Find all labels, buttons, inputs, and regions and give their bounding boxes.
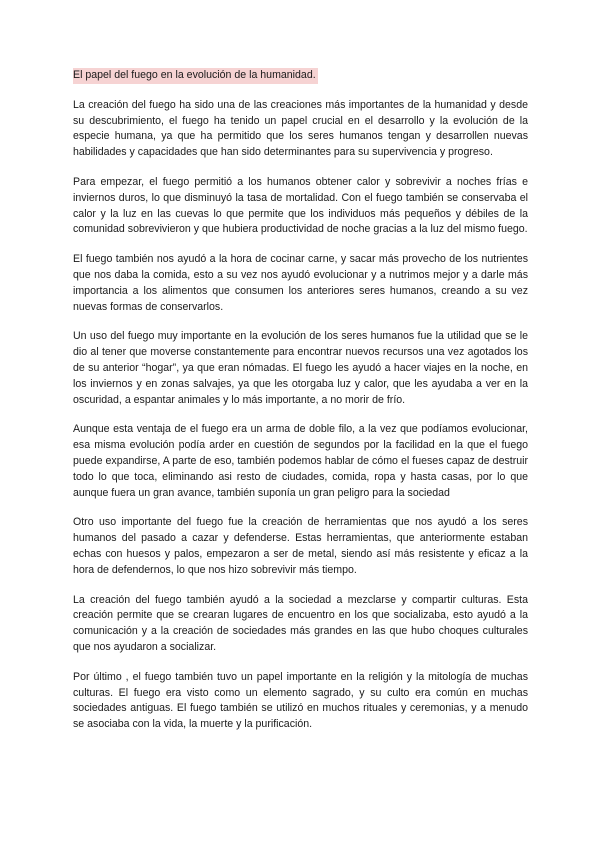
paragraph-4: Un uso del fuego muy importante en la evolución de los seres humanos fue la utilidad que se le dio al tener que moverse constantemente para encontrar nuevos recursos una vez agotados los de su anterior “hogar”, ya que eran nómadas. El fuego les ayudó a hacer viajes en la noche, en los inviernos y en zonas salvajes, ya que les otorgaba luz y calor, que les ayudaba a ver en la oscuridad, a espantar animales y lo más importante, a no morir de frío. <box>73 330 528 406</box>
paragraph-7: La creación del fuego también ayudó a la sociedad a mezclarse y compartir culturas. Esta creación permite que se crearan lugares de encuentro en los que socializaba, esto ayudó a la comunicación y a la creación de sociedades más grandes en las que hubo choques culturales que nos ayudaron a socializar. <box>73 593 528 653</box>
document-title: El papel del fuego en la evolución de la humanidad. <box>73 68 318 84</box>
paragraph-6: Otro uso importante del fuego fue la creación de herramientas que nos ayudó a los seres humanos del pasado a cazar y defenderse. Estas herramientas, que anteriormente estaban echas con huesos y palos, empezaron a ser de metal, siendo así más resistente y eficaz a la hora de defendernos, lo que nos hizo sobrevivir más tiempo. <box>73 516 528 576</box>
document-page <box>73 68 528 747</box>
paragraph-8: Por último , el fuego también tuvo un papel importante en la religión y la mitología de muchas culturas. El fuego era visto como un elemento sagrado, y su culto era común en muchas sociedades antiguas. El fuego también se utilizó en muchos rituales y ceremonias, y a menudo se asociaba con la vida, la muerte y la purificación. <box>73 670 528 731</box>
paragraph-1: La creación del fuego ha sido una de las creaciones más importantes de la humanidad y desde su descubrimiento, el fuego ha tenido un papel crucial en el desarrollo y la evolución de la especie humana, ya que ha permitido que los seres humanos tengan y desarrollen nuevas habilidades y capacidades que han sido determinantes para su supervivencia y progreso. <box>73 98 528 159</box>
paragraph-3: El fuego también nos ayudó a la hora de cocinar carne, y sacar más provecho de los nutrientes que nos daba la comida, esto a su vez nos ayudó evolucionar y a nutrimos mejor y a darle más importancia a los alimentos que consumen los anteriores seres humanos, creando a su vez nuevas formas de conservarlos. <box>73 253 528 313</box>
paragraph-5: Aunque esta ventaja de el fuego era un arma de doble filo, a la vez que podíamos evolucionar, esa misma evolución podía arder en cuestión de segundos por la facilidad en la que el fuego puede expandirse, A parte de eso, también podemos hablar de cómo el fueses capaz de destruir todo lo que toca, eliminando asi resto de ciudades, comida, ropa y hasta casas, por lo que aunque fuera un gran avance, también suponía un gran peligro para la sociedad <box>73 423 528 499</box>
paragraph-2: Para empezar, el fuego permitió a los humanos obtener calor y sobrevivir a noches frías e inviernos duros, lo que disminuyó la tasa de mortalidad. Con el fuego también se conservaba el calor y la luz en las cuevas lo que permite que los individuos más pequeños y débiles de la comunidad sobrevivieron y que hubiera productividad de noche gracias a la luz del mismo fuego. <box>73 175 528 236</box>
